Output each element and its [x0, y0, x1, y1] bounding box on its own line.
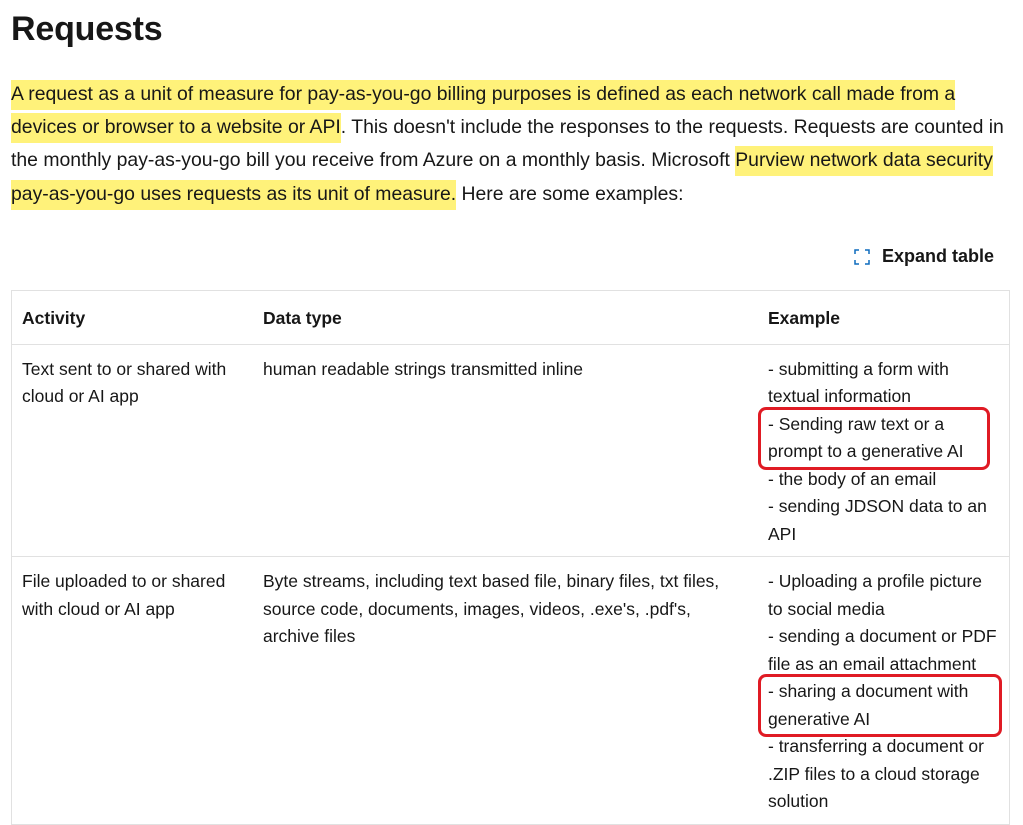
column-header-example: Example [758, 291, 1009, 344]
example-cell [758, 344, 1009, 557]
data-type-cell: Byte streams, including text based file, binary files, txt files, source code, documents, images, videos, .exe's, .pdf's, archive files [253, 557, 758, 825]
example-item: - the body of an email [768, 468, 937, 489]
example-cell [758, 557, 1009, 825]
table-row [12, 344, 1009, 557]
highlighted-text: Purview network data security pay-as-you-go uses requests as its unit of measure. [11, 146, 993, 209]
page-title: Requests [11, 10, 163, 48]
data-type-cell: human readable strings transmitted inline [253, 344, 758, 557]
example-item: - Uploading a profile picture to social media [768, 571, 983, 619]
annotated-example-item: - Sending raw text or a prompt to a generative AI [768, 411, 999, 466]
intro-text: Here are some examples: [456, 182, 684, 205]
example-item: - sending JDSON data to an API [768, 496, 987, 544]
activity-cell: File uploaded to or shared with cloud or AI app [12, 557, 253, 825]
column-header-activity: Activity [12, 291, 253, 344]
table-row [12, 557, 1009, 825]
column-header-data-type: Data type [253, 291, 758, 344]
annotated-example-item: - sharing a document with generative AI [768, 678, 999, 733]
activity-cell: Text sent to or shared with cloud or AI app [12, 344, 253, 557]
highlighted-text: A request as a unit of measure for pay-as-you-go billing purposes is defined as each network call made from a devices or browser to a website or API [11, 80, 955, 143]
intro-text: . This doesn't include the responses to the requests. Requests are counted in the monthly pay-as-you-go bill you receive from Azure on a monthly basis. Microsoft [11, 116, 1004, 172]
requests-table [11, 290, 1010, 825]
expand-icon [854, 249, 870, 265]
table-header-row [12, 291, 1009, 344]
example-item: - transferring a document or .ZIP files to a cloud storage solution [768, 736, 984, 811]
expand-table-button[interactable] [854, 246, 994, 267]
intro-paragraph [11, 78, 1011, 211]
example-item: - submitting a form with textual information [768, 358, 949, 406]
example-item: - sending a document or PDF file as an email attachment [768, 626, 997, 674]
expand-table-label: Expand table [881, 246, 994, 266]
